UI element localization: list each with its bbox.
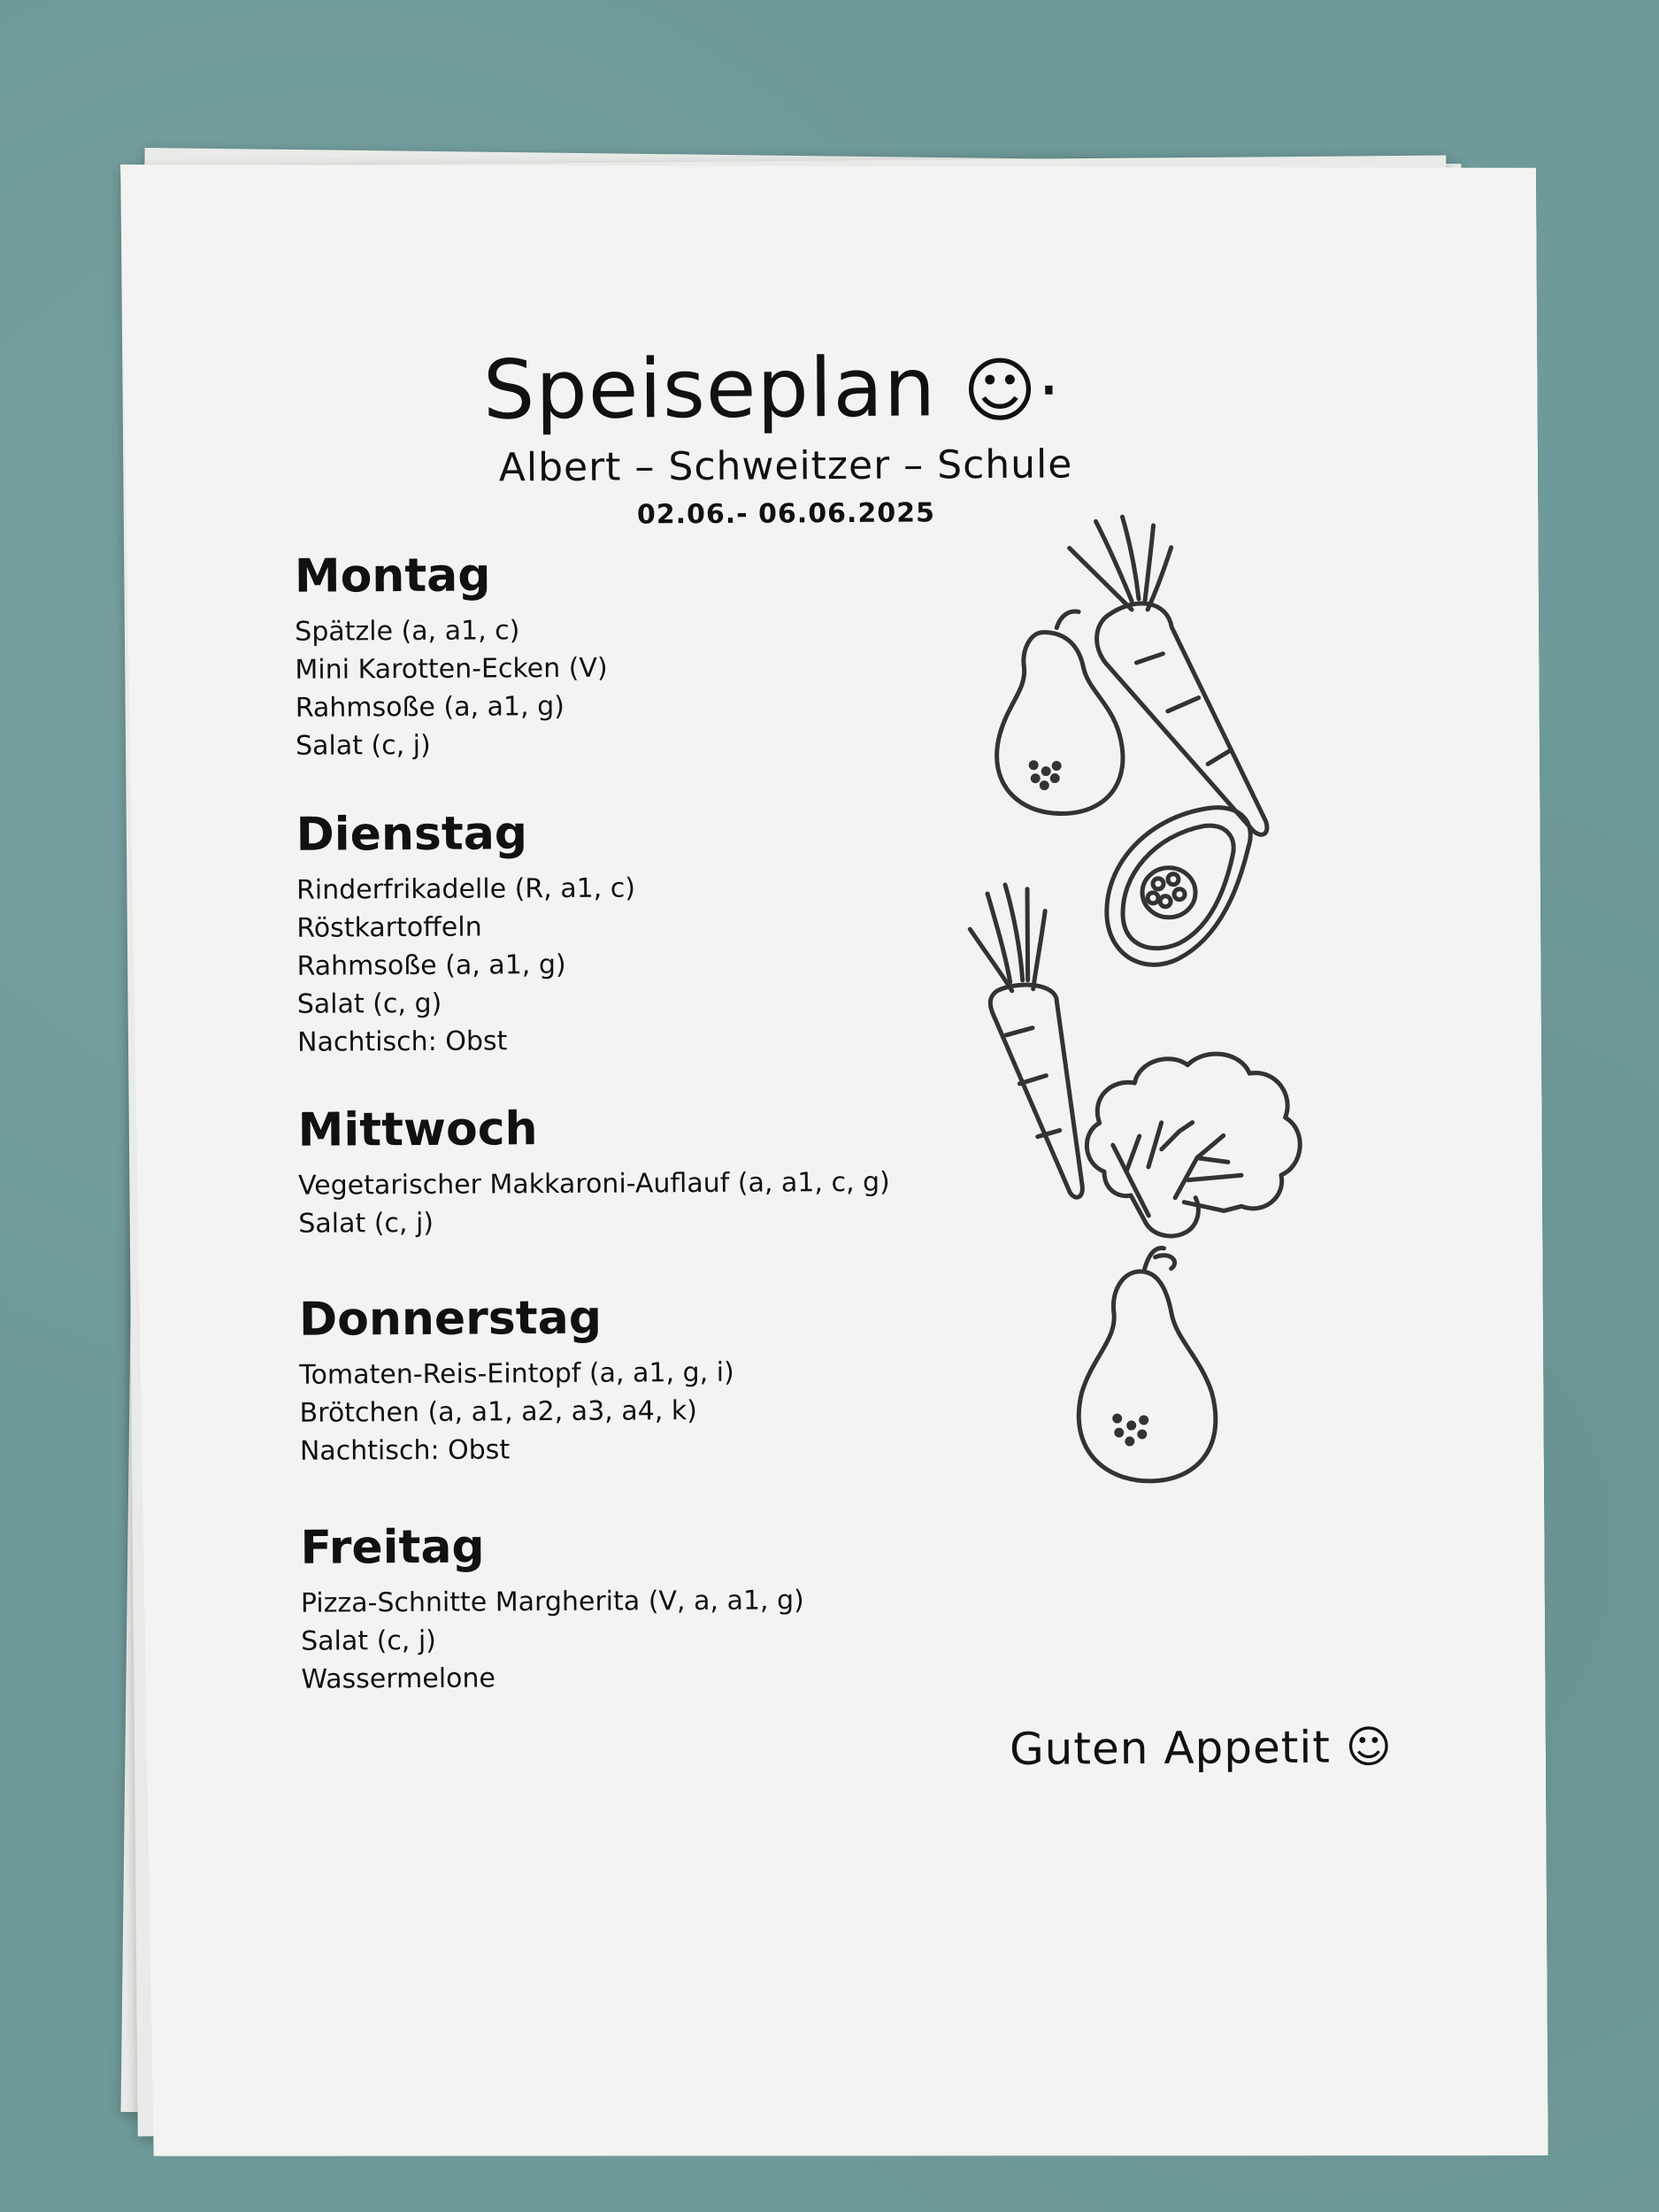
- date-range: 02.06.- 06.06.2025: [636, 497, 936, 531]
- menu-item: Rahmsoße (a, a1, g): [296, 949, 566, 982]
- menu-item: Rinderfrikadelle (R, a1, c): [296, 872, 636, 906]
- broccoli-icon: [1087, 1054, 1301, 1237]
- day-section-tuesday: [296, 805, 636, 1061]
- menu-item: Nachtisch: Obst: [299, 1434, 511, 1467]
- menu-item: Salat (c, j): [295, 729, 431, 762]
- day-heading: Mittwoch: [297, 1102, 538, 1157]
- menu-item: Rahmsoße (a, a1, g): [295, 690, 565, 724]
- menu-item: Wassermelone: [301, 1663, 496, 1695]
- menu-item: Mini Karotten-Ecken (V): [295, 652, 608, 686]
- smiley-icon: ☺·: [963, 349, 1062, 433]
- menu-item: Tomaten-Reis-Eintopf (a, a1, g, i): [299, 1356, 734, 1391]
- school-name: Albert – Schweitzer – Schule: [498, 442, 1073, 491]
- menu-item: Brötchen (a, a1, a2, a3, a4, k): [299, 1395, 698, 1429]
- menu-item: Röstkartoffeln: [296, 911, 482, 944]
- menu-item: Salat (c, j): [301, 1624, 437, 1657]
- closing-text: Guten Appetit ☺: [1009, 1721, 1394, 1775]
- day-heading: Donnerstag: [298, 1291, 603, 1347]
- day-heading: Freitag: [300, 1520, 485, 1575]
- day-section-thursday: [299, 1290, 735, 1471]
- pear-icon: [1078, 1248, 1216, 1481]
- day-section-monday: [295, 548, 609, 765]
- carrot-icon: [1069, 516, 1267, 836]
- menu-item: Salat (c, g): [296, 987, 442, 1020]
- day-heading: Dienstag: [296, 807, 528, 862]
- page-title: [121, 337, 1423, 440]
- menu-item: Salat (c, j): [298, 1207, 434, 1240]
- menu-item: Spätzle (a, a1, c): [295, 615, 520, 648]
- carrot-icon: [970, 884, 1082, 1198]
- day-section-wednesday: [297, 1100, 890, 1243]
- papaya-icon: [1106, 807, 1251, 964]
- menu-content: [120, 156, 1548, 2164]
- day-heading: Montag: [294, 549, 491, 603]
- day-section-friday: [300, 1517, 804, 1698]
- menu-item: Nachtisch: Obst: [296, 1025, 508, 1058]
- title-text: Speiseplan: [482, 340, 937, 438]
- menu-item: Vegetarischer Makkaroni-Auflauf (a, a1, c, g): [297, 1166, 890, 1202]
- pear-icon: [996, 611, 1124, 814]
- vegetable-illustrations: [954, 511, 1456, 1646]
- menu-item: Pizza-Schnitte Margherita (V, a, a1, g): [300, 1585, 804, 1619]
